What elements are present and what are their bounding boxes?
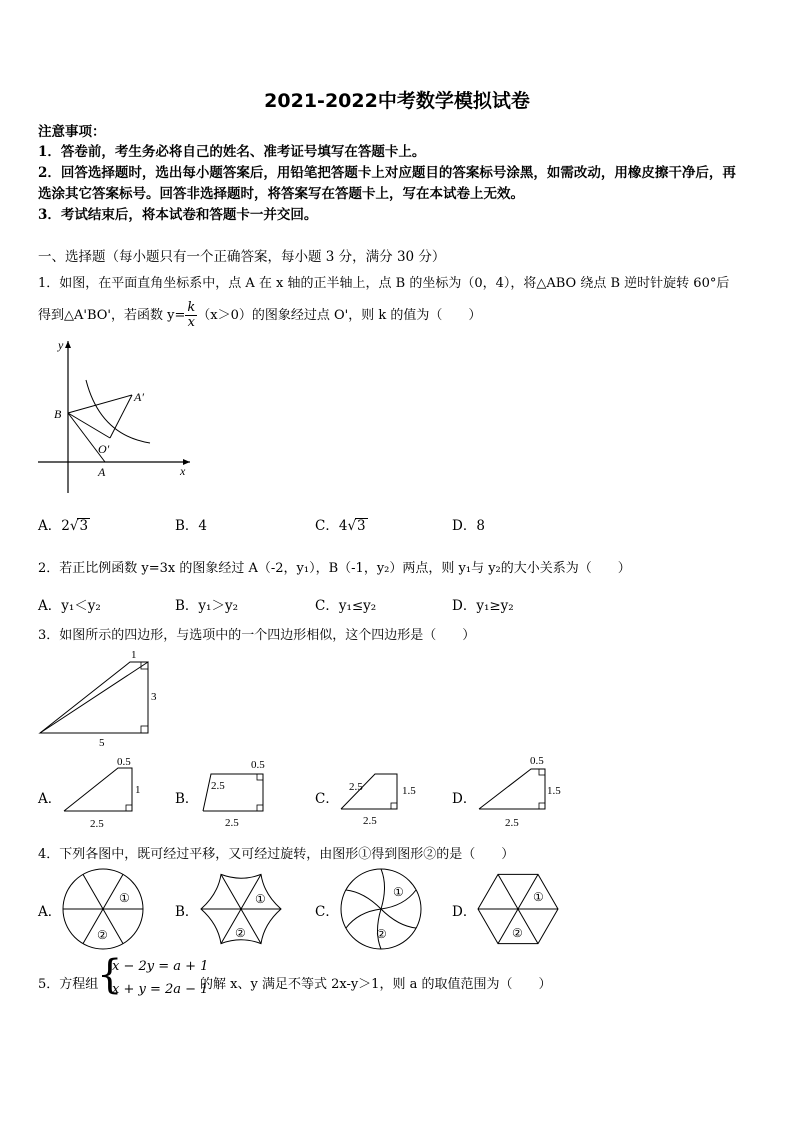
q3-option-d-bottom: 2.5: [505, 817, 519, 829]
q2-option-c[interactable]: C．y₁≤y₂: [315, 598, 377, 614]
q3-option-b-bottom: 2.5: [225, 817, 239, 829]
q3-option-a-label[interactable]: A．: [38, 791, 62, 807]
q1-text-line2b: （x＞0）的图象经过点 O'，则 k 的值为（ ）: [197, 308, 482, 323]
q3-main-trapezoid-outline: [40, 662, 148, 733]
q3-option-a-figure[interactable]: [60, 756, 150, 831]
q4-option-b-label[interactable]: B．: [175, 904, 199, 920]
notice-item-1: 1．答卷前，考生务必将自己的姓名、准考证号填写在答题卡上。: [38, 144, 426, 160]
q4-option-c-mark-2: ②: [376, 927, 387, 941]
q4-option-c-curve-3: [381, 909, 416, 928]
q5-equation-1: x − 2y = a + 1: [112, 959, 209, 974]
q3-main-label-bottom: 5: [99, 737, 105, 749]
q1-frac-num: k: [187, 300, 196, 315]
q1-frac-den: x: [187, 315, 195, 330]
exam-title: 2021-2022中考数学模拟试卷: [264, 90, 530, 112]
q1-fraction: [185, 301, 197, 330]
q1-option-c-label: C．: [315, 518, 339, 534]
notice-item-3: 3．考试结束后，将本试卷和答题卡一并交回。: [38, 207, 318, 223]
q1-text-line2: [38, 301, 481, 330]
q4-option-d-mark-2: ②: [512, 926, 523, 940]
q4-option-a-figure[interactable]: [60, 866, 146, 952]
q1-option-a[interactable]: [38, 514, 90, 534]
q4-option-d-mark-1: ①: [533, 890, 544, 904]
q5-equation-2: x + y = 2a − 1: [112, 982, 209, 997]
q3-option-c-right: 1.5: [402, 785, 416, 797]
section-heading: 一、选择题（每小题只有一个正确答案，每小题 3 分，满分 30 分）: [38, 249, 446, 265]
q4-option-c-curve-1: [381, 869, 385, 909]
q1-option-a-label: A．: [38, 518, 62, 534]
q4-option-c-figure[interactable]: [338, 866, 424, 952]
q3-option-a-right-angle: [126, 805, 132, 811]
q3-option-c-left: 2.5: [349, 781, 363, 793]
sqrt-icon: √: [347, 518, 357, 534]
q4-option-c-label[interactable]: C．: [315, 904, 339, 920]
q3-option-a-trapezoid: [64, 768, 132, 811]
q1-text-line1: 1．如图，在平面直角坐标系中，点 A 在 x 轴的正半轴上，点 B 的坐标为（0，4），将△ABO 绕点 B 逆时针旋转 60°后: [38, 276, 730, 291]
q1-label-B: B: [54, 407, 62, 421]
q1-y-arrow: [65, 341, 71, 348]
q4-option-b-mark-1: ①: [255, 892, 266, 906]
q1-option-d[interactable]: D．8: [452, 518, 485, 534]
q5-brace: {: [97, 952, 123, 998]
q4-option-a-label[interactable]: A．: [38, 904, 62, 920]
q2-option-a[interactable]: A．y₁＜y₂: [38, 598, 101, 614]
q1-option-c-coef: 4: [338, 518, 348, 534]
q3-option-b-label[interactable]: B．: [175, 791, 199, 807]
q3-option-c-figure[interactable]: [335, 756, 430, 831]
q4-option-b-mark-2: ②: [235, 926, 246, 940]
q5-text: 的解 x、y 满足不等式 2x-y＞1，则 a 的取值范围为（ ）: [200, 977, 552, 992]
q3-option-d-right: 1.5: [547, 785, 561, 797]
q2-option-b[interactable]: B．y₁＞y₂: [175, 598, 238, 614]
q1-label-A-prime: A′: [134, 390, 144, 404]
q3-main-right-angle-bottom: [141, 726, 148, 733]
q2-option-d[interactable]: D．y₁≥y₂: [452, 598, 514, 614]
q1-option-a-radicand: 3: [79, 518, 89, 534]
q2-text: 2．若正比例函数 y=3x 的图象经过 A（-2，y₁），B（-1，y₂）两点，则 y₁与 y₂的大小关系为（ ）: [38, 561, 631, 576]
notice-heading: 注意事项：: [38, 124, 106, 140]
q1-segment-A-prime-O-prime: [110, 395, 132, 438]
q4-option-c-curve-5: [346, 909, 381, 928]
q3-option-b-figure[interactable]: [195, 756, 285, 831]
q1-option-c-radicand: 3: [357, 518, 366, 534]
q3-option-d-figure[interactable]: [475, 752, 570, 832]
q3-main-label-right: 3: [151, 691, 157, 703]
q1-label-A: A: [98, 465, 106, 479]
q4-option-d-figure[interactable]: [475, 866, 561, 952]
q4-option-a-mark-2: ②: [97, 928, 108, 942]
q1-text-line2a: 得到△A'BO'，若函数 y=: [38, 308, 186, 323]
q3-option-b-top: 0.5: [251, 759, 265, 771]
q1-label-O-prime: O′: [98, 442, 110, 456]
q1-label-y: y: [58, 338, 64, 352]
q3-option-c-right-angle: [391, 803, 397, 809]
q3-option-c-bottom: 2.5: [363, 815, 377, 827]
q3-option-b-right-angle-bottom: [257, 805, 263, 811]
q3-option-d-label[interactable]: D．: [452, 791, 477, 807]
q3-option-a-top: 0.5: [117, 756, 131, 768]
q4-option-d-label[interactable]: D．: [452, 904, 477, 920]
notice-item-2-cont: 选涂其它答案标号。回答非选择题时，将答案写在答题卡上，写在本试卷上无效。: [38, 186, 524, 202]
q3-option-c-label[interactable]: C．: [315, 791, 339, 807]
q4-option-b-figure[interactable]: [198, 866, 284, 952]
q5-label: 5．方程组: [38, 977, 99, 992]
q3-option-d-right-angle-bottom: [539, 803, 545, 809]
notice-item-2: 2．回答选择题时，选出每小题答案后，用铅笔把答题卡上对应题目的答案标号涂黑，如需改动，用橡皮擦干净后，再: [38, 165, 736, 181]
q3-option-a-right: 1: [135, 784, 141, 796]
q1-option-a-coef: 2: [61, 518, 70, 534]
q1-option-b[interactable]: B．4: [175, 518, 208, 534]
q4-option-c-curve-6: [346, 890, 381, 909]
q3-option-a-bottom: 2.5: [90, 818, 104, 830]
q4-option-a-mark-1: ①: [119, 891, 130, 905]
q3-main-label-top: 1: [131, 649, 137, 661]
q3-option-b-left: 2.5: [211, 780, 225, 792]
sqrt-icon: √: [69, 518, 79, 534]
q4-text: 4．下列各图中，既可经过平移，又可经过旋转，由图形①得到图形②的是（ ）: [38, 847, 515, 862]
q1-label-x: x: [180, 464, 186, 478]
q1-option-c[interactable]: [315, 514, 368, 534]
q3-option-d-top: 0.5: [530, 755, 544, 767]
q4-option-c-mark-1: ①: [393, 885, 404, 899]
q3-main-figure: [35, 645, 165, 750]
q1-segment-BA-prime: [68, 395, 132, 413]
q3-text: 3．如图所示的四边形，与选项中的一个四边形相似，这个四边形是（ ）: [38, 628, 476, 643]
q3-option-b-right-angle-top: [257, 774, 263, 780]
q1-figure: [30, 335, 200, 500]
q3-option-d-trapezoid: [479, 769, 545, 809]
q3-option-d-right-angle-top: [539, 769, 545, 775]
